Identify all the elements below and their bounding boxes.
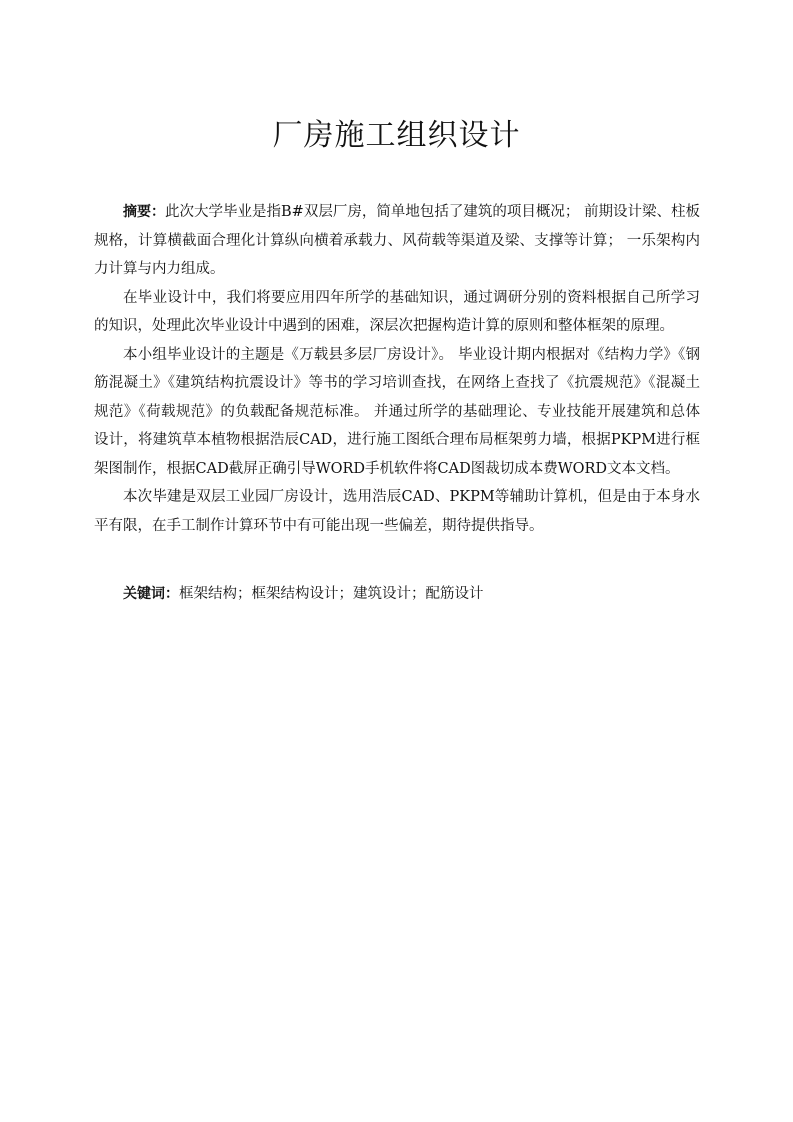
abstract-text-1: 此次大学毕业是指B#双层厂房，简单地包括了建筑的项目概况； 前期设计梁、柱板规格，计算横截面合理化计算纵向横着承载力、风荷载等渠道及梁、支撑等计算； 一乐架构内力计算与内力组成。	[94, 204, 700, 277]
keywords-line	[94, 580, 700, 609]
abstract-paragraph-4: 本次毕建是双层工业园厂房设计，选用浩辰CAD、PKPM等辅助计算机，但是由于本身水平有限，在手工制作计算环节中有可能出现一些偏差，期待提供指导。	[94, 489, 700, 534]
abstract-paragraph-1	[94, 198, 700, 284]
keywords-text: 框架结构；框架结构设计；建筑设计；配筋设计	[179, 586, 484, 602]
abstract-paragraph-2: 在毕业设计中，我们将要应用四年所学的基础知识，通过调研分别的资料根据自己所学习的知识，处理此次毕业设计中遇到的困难，深层次把握构造计算的原则和整体框架的原理。	[94, 289, 700, 334]
keywords-label: 关键词：	[123, 586, 179, 602]
abstract-body	[94, 198, 700, 609]
abstract-paragraph-3: 本小组毕业设计的主题是《万载县多层厂房设计》。 毕业设计期内根据对《结构力学》《钢筋混凝土》《建筑结构抗震设计》等书的学习培训查找，在网络上查找了《抗震规范》《混凝土规范》《荷载规范》的负载配备规范标准。 并通过所学的基础理论、专业技能开展建筑和总体设计，将建筑草本植物根据浩辰CAD，进行施工图纸合理布局框架剪力墙，根据PKPM进行框架图制作，根据CAD截屏正确引导WORD手机软件将CAD图裁切成本费WORD文本文档。	[94, 346, 700, 477]
abstract-label: 摘要：	[123, 204, 166, 220]
document-title: 厂房施工组织设计	[272, 118, 521, 153]
